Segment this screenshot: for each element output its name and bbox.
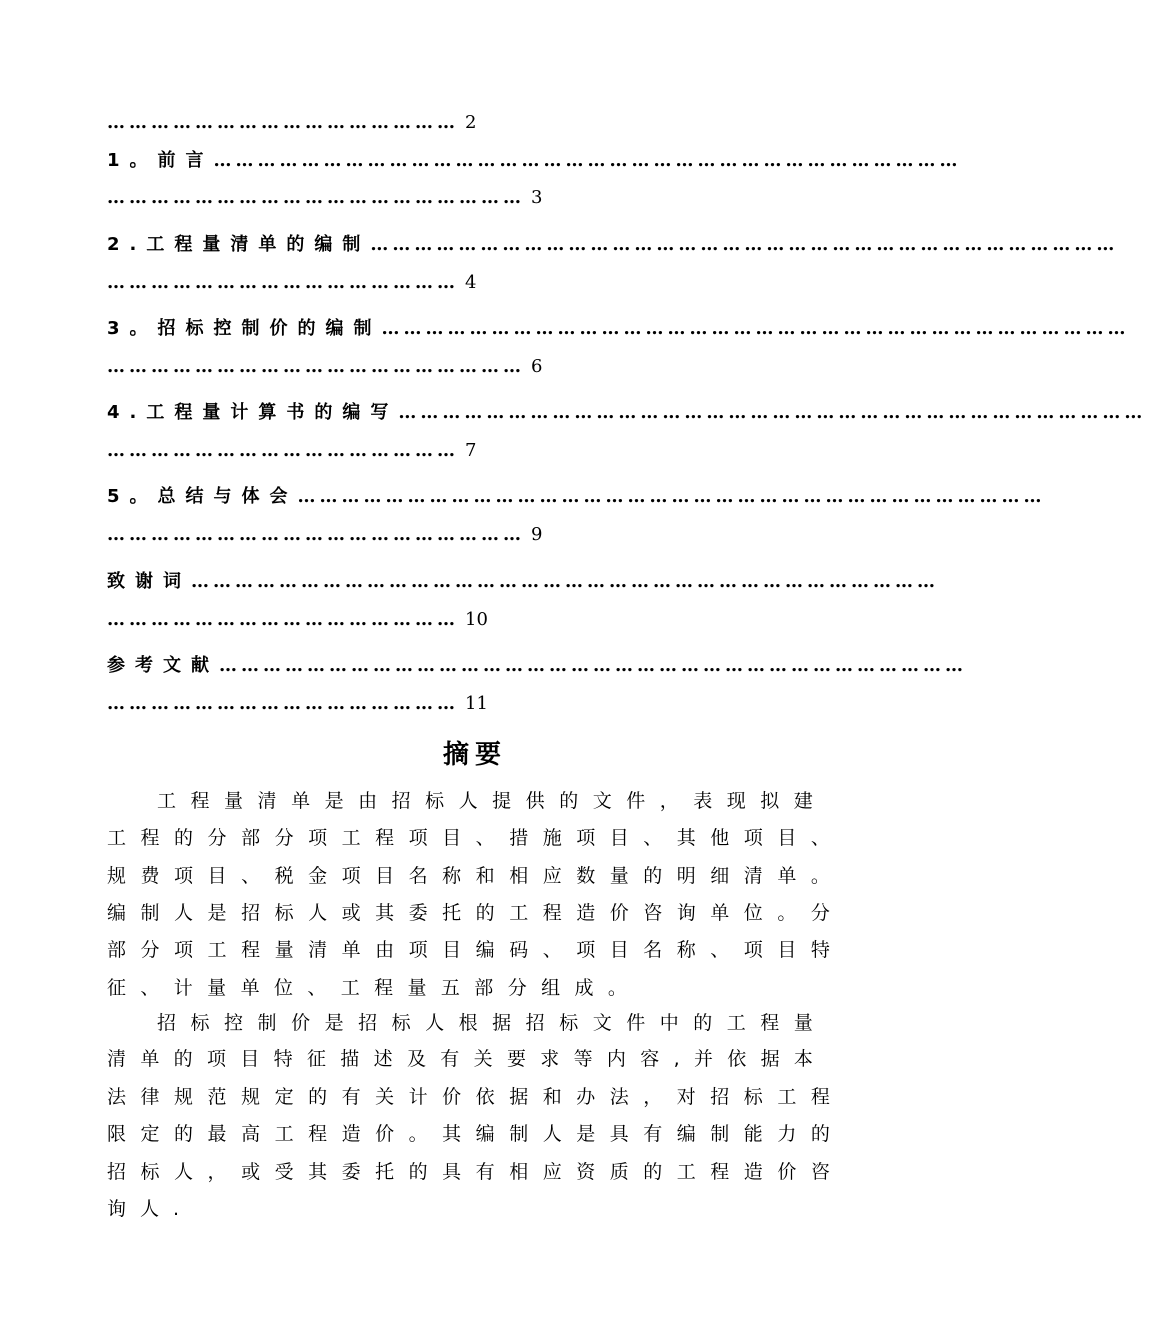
toc-line xyxy=(107,689,830,719)
toc-page-number: 6 xyxy=(531,356,543,377)
toc-entry-title: 3。招标控制价的编制 xyxy=(107,318,382,339)
toc-entry-title: 5。总结与体会 xyxy=(107,486,298,507)
abstract-line: 限 定 的 最 高 工 程 造 价 。 其 编 制 人 是 具 有 编 制 能 力 的 xyxy=(107,1123,830,1145)
toc-leader-dots: ………………………………………… xyxy=(107,112,459,133)
abstract-line: 征 、 计 量 单 位 、 工 程 量 五 部 分 组 成 。 xyxy=(107,977,627,999)
abstract-heading: 摘要 xyxy=(442,740,507,770)
abstract-line: 规 费 项 目 、 税 金 项 目 名 称 和 相 应 数 量 的 明 细 清 单 。 xyxy=(107,865,830,887)
toc-line xyxy=(107,651,967,681)
toc-line xyxy=(107,268,830,298)
toc-leader-dots: ………………………………………………………………………………………… xyxy=(370,234,1119,255)
abstract-line: 工 程 量 清 单 是 由 招 标 人 提 供 的 文 件 ， 表 现 拟 建 xyxy=(157,790,813,812)
toc-line xyxy=(107,436,830,466)
toc-line xyxy=(107,567,939,597)
toc-line xyxy=(107,230,1119,260)
toc-leader-dots: ………………………………………………………………………………………… xyxy=(398,402,1147,423)
toc-leader-dots: ………………………………………… xyxy=(107,693,459,714)
toc-leader-dots: ………………………………………………………………………………………… xyxy=(297,486,1046,507)
toc-page-number: 11 xyxy=(465,693,488,714)
abstract-line: 法 律 规 范 规 定 的 有 关 计 价 依 据 和 办 法 ， 对 招 标 工 程 xyxy=(107,1086,830,1108)
toc-page-number: 2 xyxy=(465,112,477,133)
abstract-line: 招 标 控 制 价 是 招 标 人 根 据 招 标 文 件 中 的 工 程 量 xyxy=(157,1012,813,1034)
toc-page-number: 10 xyxy=(465,609,488,630)
toc-leader-dots: ………………………………………………… xyxy=(107,524,525,545)
abstract-line: 编 制 人 是 招 标 人 或 其 委 托 的 工 程 造 价 咨 询 单 位 。 分 xyxy=(107,902,830,924)
toc-entry-title: 参考文献 xyxy=(107,655,219,676)
toc-leader-dots: ………………………………………………… xyxy=(107,187,525,208)
toc-line xyxy=(107,183,830,213)
toc-page-number: 3 xyxy=(531,187,543,208)
toc-line xyxy=(107,605,830,635)
abstract-line: 询 人 . xyxy=(107,1198,179,1220)
toc-entry-title: 致谢词 xyxy=(107,571,191,592)
toc-entry-title: 4.工程量计算书的编写 xyxy=(107,402,399,423)
toc-page-number: 7 xyxy=(465,440,477,461)
abstract-line: 招 标 人 ， 或 受 其 委 托 的 具 有 相 应 资 质 的 工 程 造 价 咨 xyxy=(107,1161,830,1183)
abstract-line: 工 程 的 分 部 分 项 工 程 项 目 、 措 施 项 目 、 其 他 项 目 、 xyxy=(107,827,830,849)
toc-leader-dots: ………………………………………………… xyxy=(107,356,525,377)
toc-leader-dots: ………………………………………… xyxy=(107,609,459,630)
toc-entry-title: 2.工程量清单的编制 xyxy=(107,234,371,255)
toc-line xyxy=(107,108,830,138)
toc-leader-dots: ………………………………………………………………………………………… xyxy=(191,571,939,592)
toc-line xyxy=(107,146,962,176)
toc-line xyxy=(107,520,830,550)
toc-leader-dots: ………………………………………………………………………………………… xyxy=(213,150,962,171)
toc-leader-dots: ………………………………………………………………………………………… xyxy=(381,318,1130,339)
toc-line xyxy=(107,314,1130,344)
abstract-line: 清 单 的 项 目 特 征 描 述 及 有 关 要 求 等 内 容 , 并 依 据 本 xyxy=(107,1048,813,1070)
toc-page-number: 4 xyxy=(465,272,477,293)
toc-leader-dots: ………………………………………… xyxy=(107,272,459,293)
toc-leader-dots: ………………………………………… xyxy=(107,440,459,461)
toc-line xyxy=(107,352,830,382)
toc-page-number: 9 xyxy=(531,524,543,545)
toc-line xyxy=(107,482,1046,512)
toc-entry-title: 1。前言 xyxy=(107,150,214,171)
toc-line xyxy=(107,398,1147,428)
abstract-line: 部 分 项 工 程 量 清 单 由 项 目 编 码 、 项 目 名 称 、 项 目 特 xyxy=(107,939,830,961)
toc-leader-dots: ………………………………………………………………………………………… xyxy=(219,655,967,676)
